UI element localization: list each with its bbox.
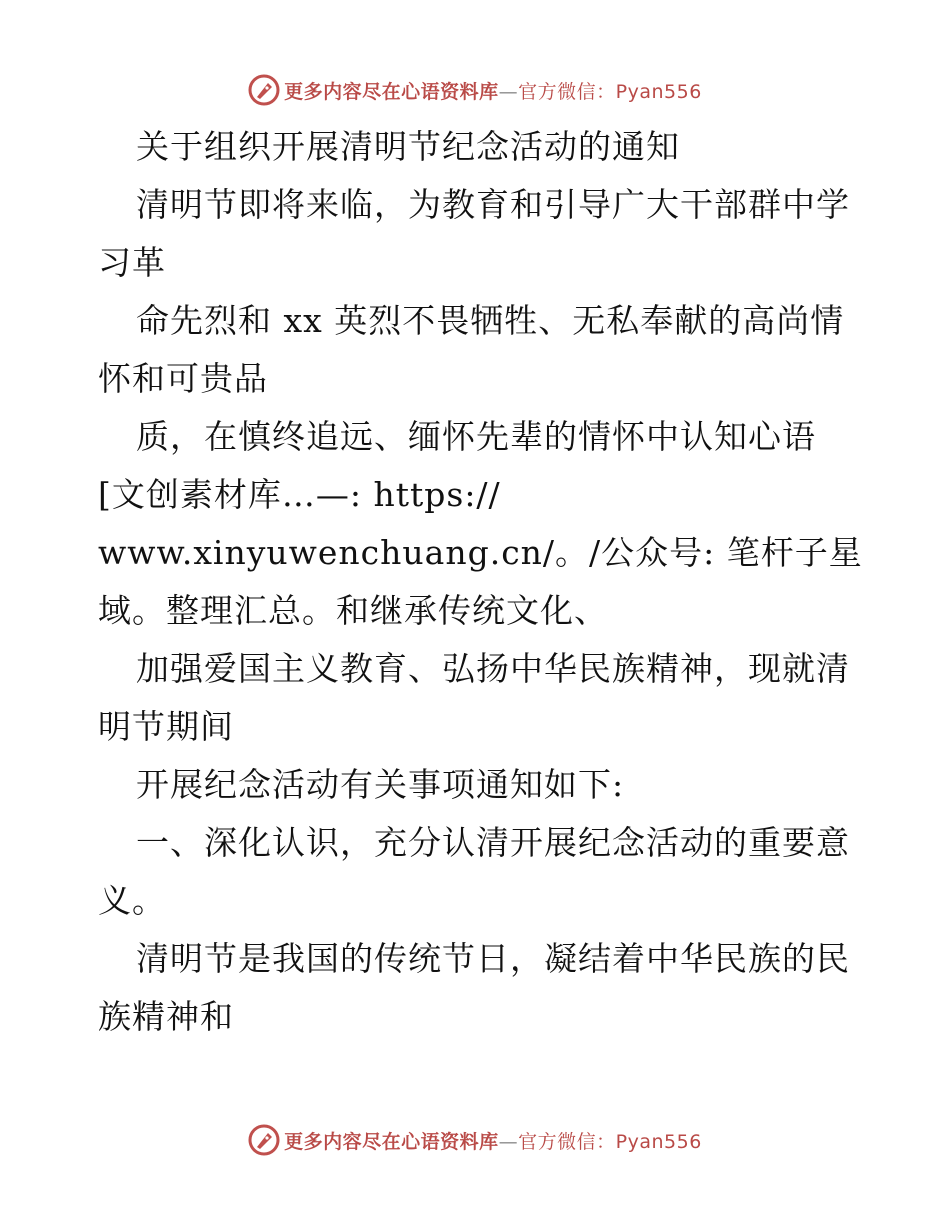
paragraph-line: www.xinyuwenchuang.cn/。/公众号: 笔杆子星 <box>98 533 863 572</box>
paragraph-line: [文创素材库…—: https:// <box>98 475 501 514</box>
footer-banner <box>0 1120 950 1160</box>
paragraph-line: 习革 <box>98 243 166 282</box>
paragraph-line: 族精神和 <box>98 997 234 1036</box>
paragraph-line: 命先烈和 xx 英烈不畏牺牲、无私奉献的高尚情 <box>136 301 845 340</box>
footer-lead: 更多内容尽在心语资料库 <box>284 1130 499 1153</box>
pen-nib-circle-icon <box>248 74 280 106</box>
pen-nib-circle-icon <box>248 1124 280 1156</box>
header-lead: 更多内容尽在心语资料库 <box>284 80 499 103</box>
paragraph-line: 义。 <box>98 881 166 920</box>
document-body <box>98 118 863 1046</box>
paragraph-line: 明节期间 <box>98 707 234 746</box>
paragraph-line: 质，在慎终追远、缅怀先辈的情怀中认知心语 <box>136 417 816 456</box>
header-text <box>284 77 702 104</box>
header-banner <box>0 70 950 110</box>
paragraph-line: 加强爱国主义教育、弘扬中华民族精神，现就清 <box>136 649 850 688</box>
header-wechat: 官方微信：Pyan556 <box>518 80 702 103</box>
section-heading: 一、深化认识，充分认清开展纪念活动的重要意 <box>136 823 850 862</box>
footer-wechat: 官方微信：Pyan556 <box>518 1130 702 1153</box>
header-dash: — <box>498 80 519 103</box>
paragraph-line: 开展纪念活动有关事项通知如下: <box>136 765 625 804</box>
footer-dash: — <box>498 1130 519 1153</box>
footer-text <box>284 1127 702 1154</box>
paragraph-line: 怀和可贵品 <box>98 359 268 398</box>
paragraph-line: 清明节即将来临，为教育和引导广大干部群中学 <box>136 185 850 224</box>
paragraph-line: 清明节是我国的传统节日，凝结着中华民族的民 <box>136 939 850 978</box>
document-title: 关于组织开展清明节纪念活动的通知 <box>136 127 680 166</box>
paragraph-line: 域。整理汇总。和继承传统文化、 <box>98 591 608 630</box>
